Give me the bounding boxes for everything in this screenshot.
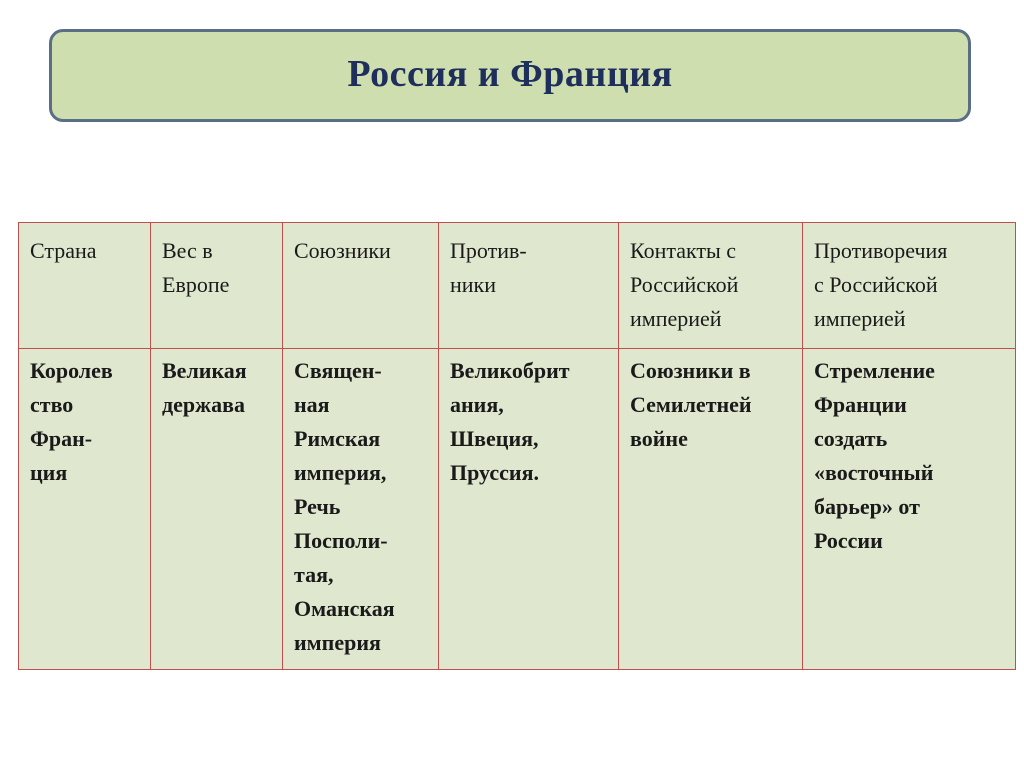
cell-contacts <box>619 349 803 670</box>
cell-text: Союзники в Семилетней войне <box>630 358 752 451</box>
cell-country <box>19 349 151 670</box>
header-cell-country <box>19 223 151 349</box>
cell-text: Великая держава <box>162 358 247 417</box>
header-label: Контакты с Российской империей <box>630 238 739 331</box>
header-cell-contacts <box>619 223 803 349</box>
header-cell-contradictions <box>803 223 1016 349</box>
table-header-row <box>19 223 1016 349</box>
cell-text: Стремление Франции создать «восточный барьер» от России <box>814 358 935 553</box>
cell-opponents <box>439 349 619 670</box>
header-label: Против- ники <box>450 238 527 297</box>
cell-allies <box>283 349 439 670</box>
header-label: Страна <box>30 238 97 263</box>
header-label: Вес в Европе <box>162 238 230 297</box>
cell-weight <box>151 349 283 670</box>
header-cell-opponents <box>439 223 619 349</box>
comparison-table <box>18 222 1016 670</box>
cell-text: Великобрит ания, Швеция, Пруссия. <box>450 358 570 485</box>
header-label: Союзники <box>294 238 391 263</box>
table-row <box>19 349 1016 670</box>
page-title: Россия и Франция <box>347 52 673 95</box>
header-label: Противоречия с Российской империей <box>814 238 948 331</box>
cell-text: Священ- ная Римская империя, Речь Посполи- тая, Оманская империя <box>294 358 395 655</box>
title-banner <box>49 29 971 122</box>
cell-text: Королев ство Фран- ция <box>30 358 113 485</box>
header-cell-allies <box>283 223 439 349</box>
cell-contradictions <box>803 349 1016 670</box>
header-cell-weight <box>151 223 283 349</box>
